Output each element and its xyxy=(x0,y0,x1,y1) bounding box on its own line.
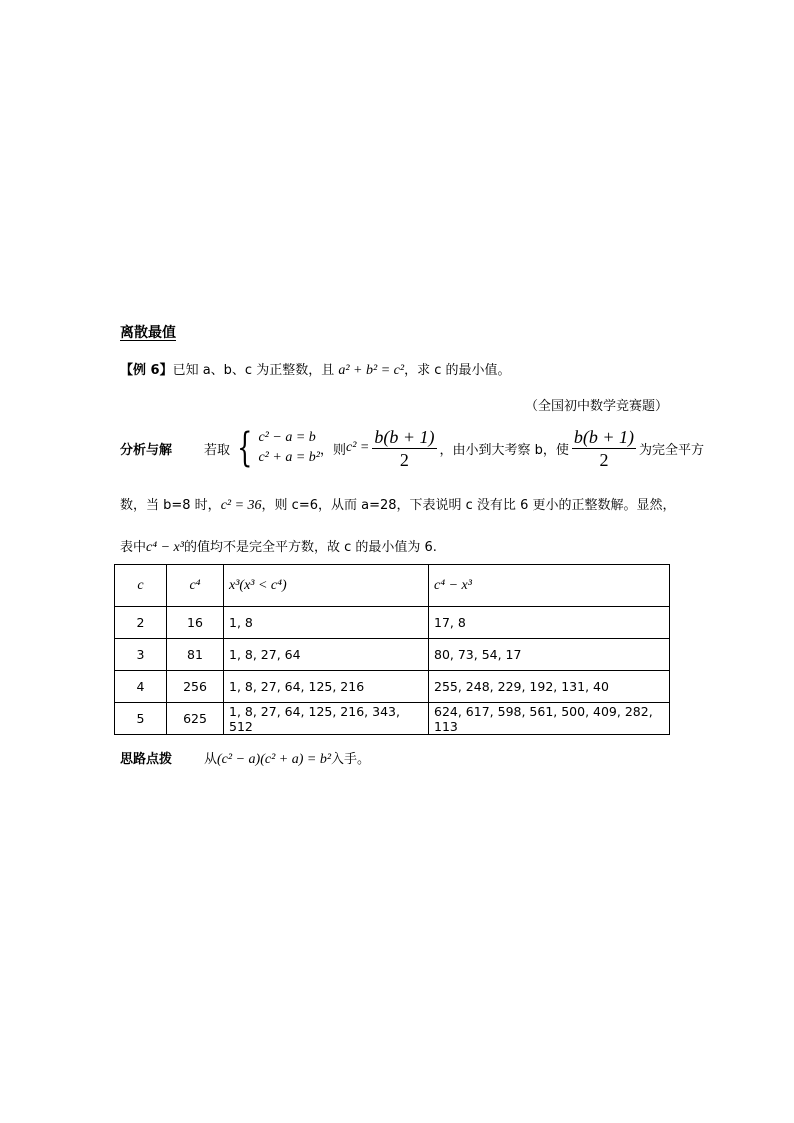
table-cell: 81 xyxy=(167,639,224,671)
analysis-line-2 xyxy=(120,494,675,514)
table-header-row xyxy=(115,565,670,607)
line3-expression: c⁴ − x³ xyxy=(146,540,184,555)
table-row xyxy=(115,607,670,639)
c-squared-equals: c² = xyxy=(346,440,370,455)
table-cell: 5 xyxy=(115,703,167,735)
header-c4: c⁴ xyxy=(167,565,224,607)
example-tag: 【例 6】 xyxy=(120,363,173,378)
section-title: 离散最值 xyxy=(120,325,176,341)
line2-pre: 数，当 b=8 时， xyxy=(120,498,221,513)
fraction-1-numerator: b(b + 1) xyxy=(374,426,435,447)
table-cell: 1, 8, 27, 64, 125, 216, 343, 512 xyxy=(224,703,429,735)
left-brace: { xyxy=(237,425,253,471)
line2-post: ，则 c=6，从而 a=28，下表说明 c 没有比 6 更小的正整数解。显然， xyxy=(261,498,676,513)
equation-system xyxy=(258,428,320,468)
fraction-2 xyxy=(572,426,636,471)
example-text-before: 已知 a、b、c 为正整数，且 xyxy=(172,363,335,378)
table-cell: 3 xyxy=(115,639,167,671)
then-text: ，则 xyxy=(319,442,346,458)
hint-pre: 从 xyxy=(204,752,218,767)
example-text-after: ，求 c 的最小值。 xyxy=(404,363,511,378)
take-text: 若取 xyxy=(204,442,231,458)
end-text: 为完全平方 xyxy=(639,442,705,458)
table-cell: 2 xyxy=(115,607,167,639)
fraction-1 xyxy=(372,426,436,471)
table-cell: 16 xyxy=(167,607,224,639)
hint-label: 思路点拨 xyxy=(120,752,173,767)
header-difference: c⁴ − x³ xyxy=(429,565,670,607)
table-cell: 625 xyxy=(167,703,224,735)
problem-source: （全国初中数学竞赛题） xyxy=(525,399,669,414)
system-line-2: c² + a = b² xyxy=(258,450,320,465)
pythagorean-equation: a² + b² = c² xyxy=(338,363,405,378)
table-cell: 1, 8 xyxy=(224,607,429,639)
line3-post: 的值均不是完全平方数，故 c 的最小值为 6. xyxy=(183,540,437,555)
table-cell: 1, 8, 27, 64 xyxy=(224,639,429,671)
table-cell: 255, 248, 229, 192, 131, 40 xyxy=(429,671,670,703)
header-c: c xyxy=(115,565,167,607)
header-x3: x³(x³ < c⁴) xyxy=(224,565,429,607)
fraction-2-denominator: 2 xyxy=(599,449,609,470)
hint-post: 入手。 xyxy=(331,752,371,767)
hint-paragraph xyxy=(120,748,370,768)
table-cell: 80, 73, 54, 17 xyxy=(429,639,670,671)
fraction-1-denominator: 2 xyxy=(399,449,409,470)
values-table xyxy=(114,564,670,735)
example-statement xyxy=(120,359,510,379)
hint-expression: (c² − a)(c² + a) = b² xyxy=(217,752,332,767)
table-row xyxy=(115,703,670,735)
system-line-1: c² − a = b xyxy=(258,430,316,445)
line2-equation: c² = 36 xyxy=(220,498,262,513)
analysis-line-3 xyxy=(120,536,437,556)
line3-pre: 表中 xyxy=(120,540,147,555)
analysis-paragraph xyxy=(120,424,704,472)
table-cell: 256 xyxy=(167,671,224,703)
table-cell: 4 xyxy=(115,671,167,703)
table-row xyxy=(115,639,670,671)
table-cell: 1, 8, 27, 64, 125, 216 xyxy=(224,671,429,703)
fraction-2-numerator: b(b + 1) xyxy=(573,426,635,447)
middle-text: ，由小到大考察 b，使 xyxy=(439,442,569,458)
analysis-label: 分析与解 xyxy=(120,442,173,458)
table-row xyxy=(115,671,670,703)
table-cell: 17, 8 xyxy=(429,607,670,639)
table-cell: 624, 617, 598, 561, 500, 409, 282, 113 xyxy=(429,703,670,735)
